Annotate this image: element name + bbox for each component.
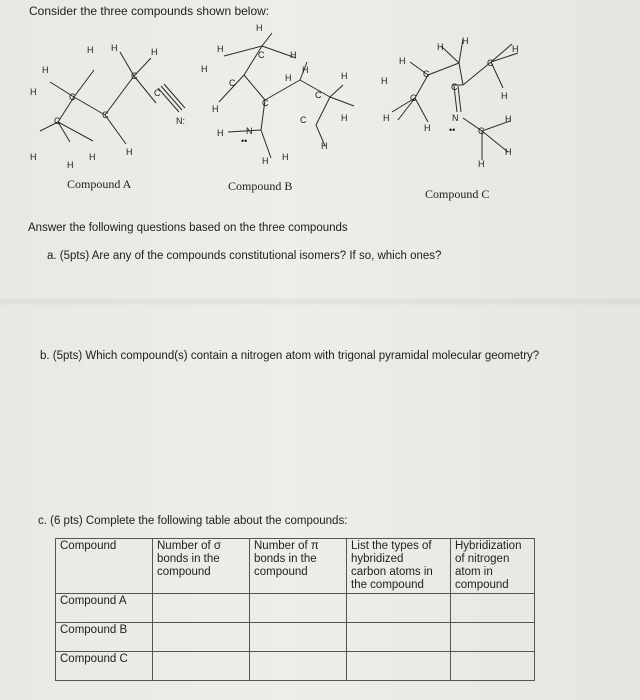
atom-c: C bbox=[451, 82, 458, 92]
atom-c: C bbox=[423, 69, 430, 79]
header-pi-bonds: Number of π bonds in the compound bbox=[250, 539, 347, 594]
atom-h: H bbox=[151, 47, 158, 57]
header-sigma-bonds: Number of σ bonds in the compound bbox=[153, 539, 250, 594]
row-label: Compound A bbox=[56, 594, 153, 623]
atom-h: H bbox=[505, 114, 512, 124]
atom-c: C bbox=[300, 115, 307, 125]
atom-h: H bbox=[399, 56, 406, 66]
atom-h: H bbox=[67, 160, 74, 170]
atom-h: H bbox=[383, 113, 390, 123]
atom-c: C bbox=[258, 50, 265, 60]
label-compound-a: Compound A bbox=[67, 177, 132, 191]
table-header-row bbox=[56, 539, 535, 594]
structures-figure bbox=[0, 0, 640, 200]
atom-h: H bbox=[201, 64, 208, 74]
atom-h: H bbox=[87, 45, 94, 55]
atom-h: H bbox=[302, 65, 309, 75]
atom-h: H bbox=[501, 91, 508, 101]
table-row bbox=[56, 652, 535, 681]
atom-h: H bbox=[30, 87, 37, 97]
atom-h: H bbox=[217, 128, 224, 138]
atom-h: H bbox=[262, 156, 269, 166]
answer-table bbox=[55, 538, 535, 681]
table-row bbox=[56, 623, 535, 652]
atom-h: H bbox=[282, 152, 289, 162]
atom-c: C bbox=[102, 110, 109, 120]
atom-h: H bbox=[381, 76, 388, 86]
row-label: Compound C bbox=[56, 652, 153, 681]
atom-h: H bbox=[462, 36, 469, 46]
answer-cell[interactable] bbox=[250, 623, 347, 652]
atom-h: H bbox=[256, 23, 263, 33]
answer-cell[interactable] bbox=[451, 623, 535, 652]
atom-h: H bbox=[212, 104, 219, 114]
atom-c: C bbox=[262, 98, 269, 108]
atom-c: C bbox=[315, 90, 322, 100]
header-compound: Compound bbox=[56, 539, 153, 594]
atom-c: C bbox=[131, 71, 138, 81]
answer-cell[interactable] bbox=[347, 623, 451, 652]
page-fold bbox=[0, 296, 640, 306]
label-compound-c: Compound C bbox=[425, 187, 490, 201]
atom-c: C bbox=[478, 126, 485, 136]
atom-h: H bbox=[217, 44, 224, 54]
atom-c: C bbox=[229, 78, 236, 88]
atom-h: H bbox=[505, 147, 512, 157]
row-label: Compound B bbox=[56, 623, 153, 652]
answer-cell[interactable] bbox=[153, 623, 250, 652]
atom-h: H bbox=[437, 42, 444, 52]
question-b: b. (5pts) Which compound(s) contain a nitrogen atom with trigonal pyramidal molecular geometry? bbox=[40, 350, 540, 362]
atom-h: H bbox=[89, 152, 96, 162]
atom-h: H bbox=[42, 65, 49, 75]
atom-h: H bbox=[341, 113, 348, 123]
answer-cell[interactable] bbox=[250, 652, 347, 681]
lone-pair: •• bbox=[449, 125, 456, 135]
atom-h: H bbox=[111, 43, 118, 53]
atom-h: H bbox=[478, 159, 485, 169]
question-c: c. (6 pts) Complete the following table about the compounds: bbox=[38, 515, 348, 527]
atom-c: C bbox=[410, 93, 417, 103]
atom-n: N: bbox=[176, 116, 185, 126]
atom-h: H bbox=[512, 44, 519, 54]
atom-c: C bbox=[54, 116, 61, 126]
atom-h: H bbox=[290, 50, 297, 60]
atom-h: H bbox=[424, 123, 431, 133]
answer-cell[interactable] bbox=[347, 652, 451, 681]
atom-n: N bbox=[452, 113, 459, 123]
atom-c: C bbox=[69, 92, 76, 102]
question-a: a. (5pts) Are any of the compounds constitutional isomers? If so, which ones? bbox=[47, 250, 442, 262]
atom-c: C bbox=[154, 88, 161, 98]
atom-h: H bbox=[126, 147, 133, 157]
answer-cell[interactable] bbox=[250, 594, 347, 623]
atom-h: H bbox=[30, 152, 37, 162]
header-nitrogen-hybridization: Hybridization of nitrogen atom in compound bbox=[451, 539, 535, 594]
table-row bbox=[56, 594, 535, 623]
intro-text: Consider the three compounds shown below: bbox=[29, 4, 270, 18]
atom-h: H bbox=[341, 71, 348, 81]
answer-cell[interactable] bbox=[451, 652, 535, 681]
atom-c: C bbox=[487, 58, 494, 68]
label-compound-b: Compound B bbox=[228, 179, 293, 193]
atom-h: H bbox=[285, 73, 292, 83]
answer-cell[interactable] bbox=[153, 594, 250, 623]
lone-pair: •• bbox=[241, 136, 248, 146]
header-carbon-hybridization: List the types of hybridized carbon atoms in the compound bbox=[347, 539, 451, 594]
instructions: Answer the following questions based on the three compounds bbox=[28, 222, 348, 234]
answer-cell[interactable] bbox=[347, 594, 451, 623]
atom-n: N bbox=[246, 126, 253, 136]
answer-cell[interactable] bbox=[153, 652, 250, 681]
answer-cell[interactable] bbox=[451, 594, 535, 623]
atom-h: H bbox=[321, 141, 328, 151]
